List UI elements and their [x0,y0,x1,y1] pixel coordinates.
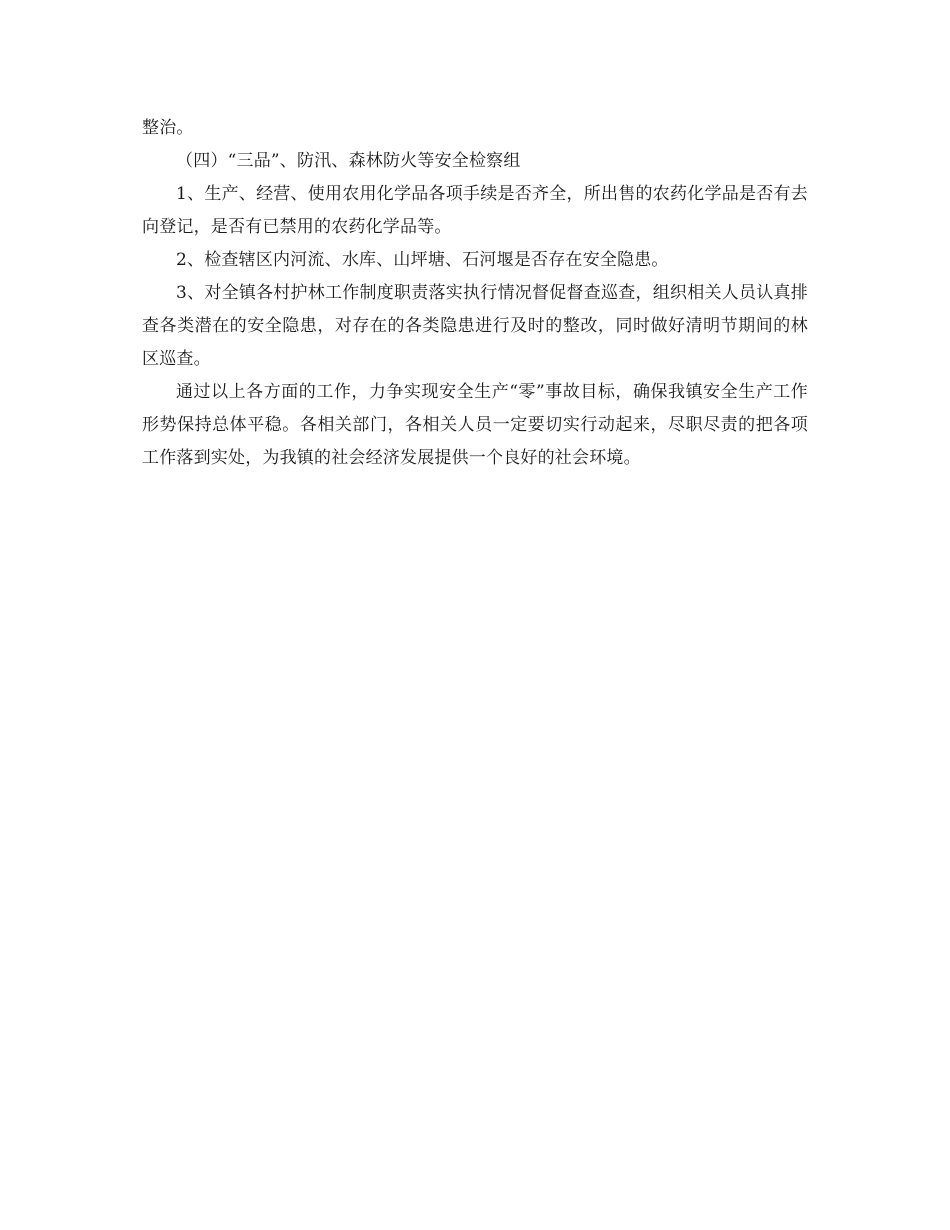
section-heading: （四）“三品”、防汛、森林防火等安全检察组 [176,151,521,171]
document-body [142,112,808,475]
paragraph-continuation: 整治。 [142,118,194,138]
paragraph-item-1: 1、生产、经营、使用农用化学品各项手续是否齐全，所出售的农药化学品是否有去向登记，是否有已禁用的农药化学品等。 [142,184,808,237]
paragraph-item-3: 3、对全镇各村护林工作制度职责落实执行情况督促督查巡查，组织相关人员认真排查各类潜在的安全隐患，对存在的各类隐患进行及时的整改，同时做好清明节期间的林区巡查。 [142,283,808,369]
paragraph-item-2: 2、检查辖区内河流、水库、山坪塘、石河堰是否存在安全隐患。 [176,250,669,270]
paragraph-conclusion: 通过以上各方面的工作，力争实现安全生产“零”事故目标，确保我镇安全生产工作形势保持总体平稳。各相关部门，各相关人员一定要切实行动起来，尽职尽责的把各项工作落到实处，为我镇的社会经济发展提供一个良好的社会环境。 [142,382,808,468]
